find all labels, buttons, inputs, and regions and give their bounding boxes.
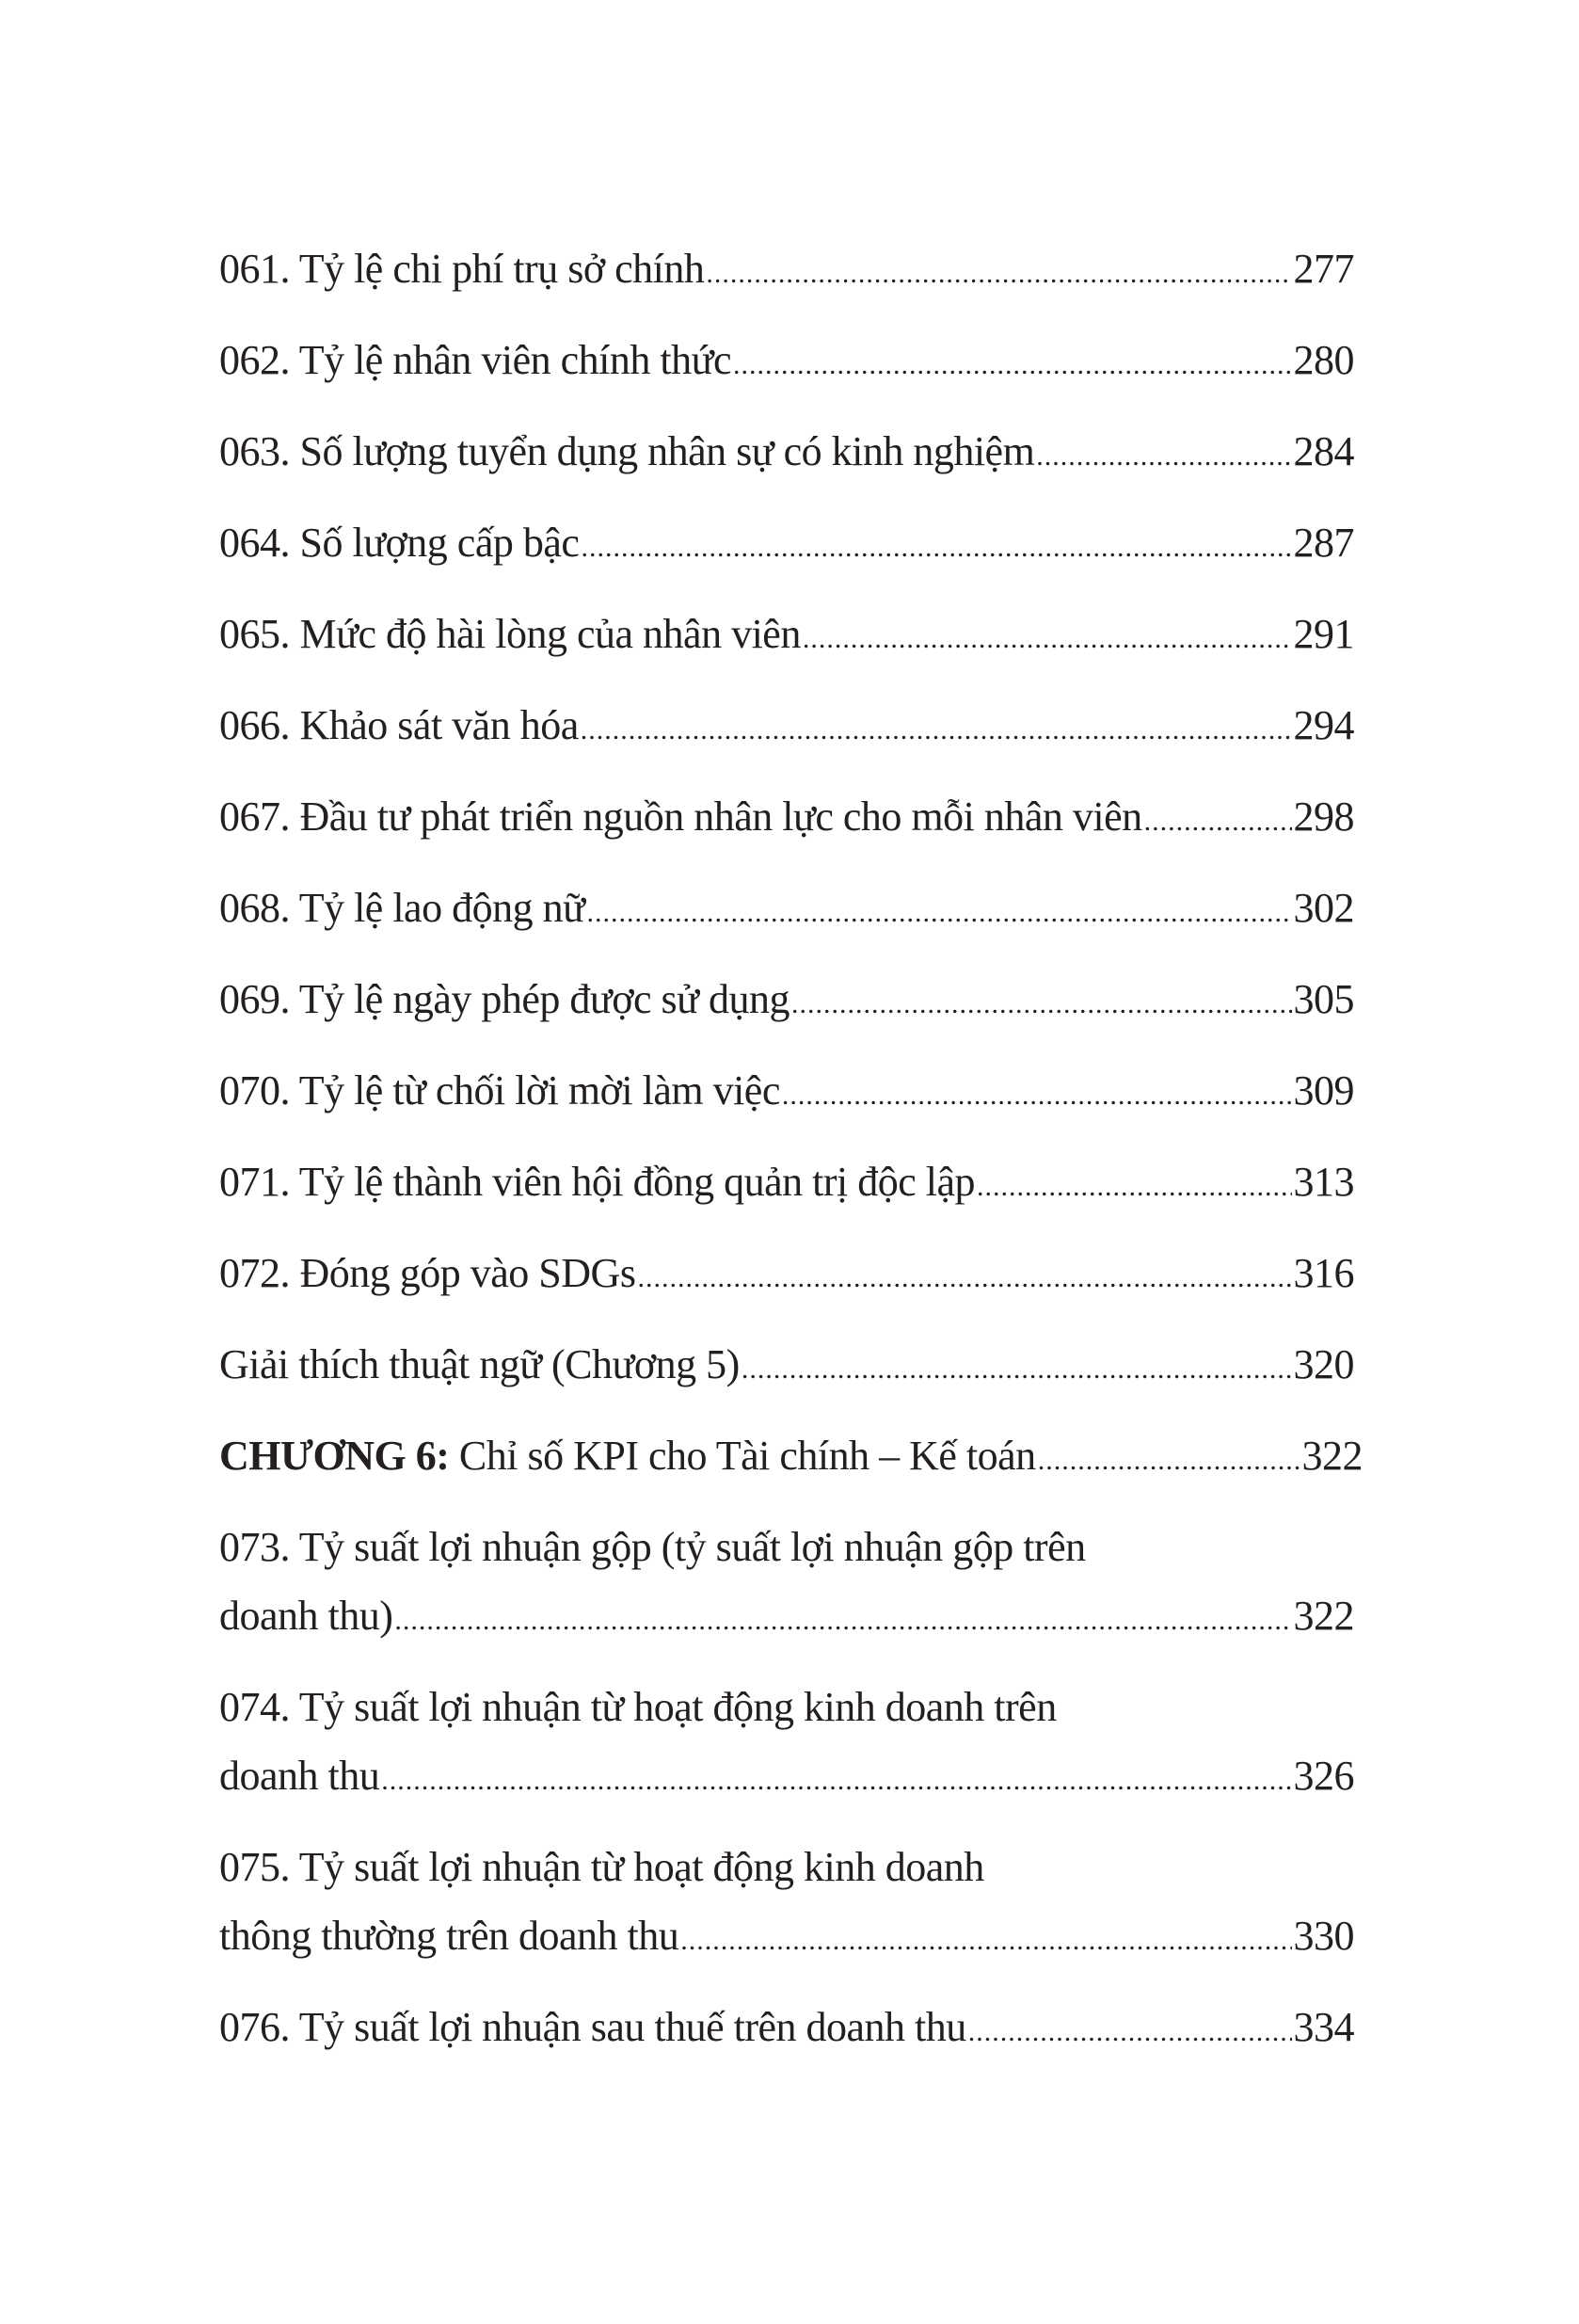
toc-entry[interactable] [219, 338, 1354, 383]
dot-leader [394, 1598, 1291, 1643]
entry-title: 063. Số lượng tuyển dụng nhân sự có kinh nghiệm [219, 428, 1035, 474]
entry-title: 076. Tỷ suất lợi nhuận sau thuế trên doanh thu [219, 2004, 966, 2050]
page-number: 305 [1293, 976, 1354, 1022]
entry-title: 069. Tỷ lệ ngày phép được sử dụng [219, 976, 790, 1022]
page-number: 320 [1293, 1341, 1354, 1387]
toc-entry[interactable] [219, 886, 1354, 931]
entry-title: 066. Khảo sát văn hóa [219, 702, 579, 748]
dot-leader [1038, 1438, 1300, 1483]
page-number: 326 [1293, 1753, 1354, 1799]
entry-title: 071. Tỷ lệ thành viên hội đồng quản trị độc lập [219, 1159, 975, 1205]
toc-entry[interactable] [219, 1525, 1354, 1639]
dot-leader [680, 1918, 1291, 1963]
dot-leader [791, 982, 1291, 1027]
entry-title-line-2: doanh thu) [219, 1593, 393, 1639]
page-number: 309 [1293, 1067, 1354, 1114]
entry-title: 067. Đầu tư phát triển nguồn nhân lực cho mỗi nhân viên [219, 793, 1142, 840]
entry-title: 062. Tỷ lệ nhân viên chính thức [219, 337, 731, 383]
toc-entry[interactable] [219, 794, 1354, 840]
toc-entry[interactable] [219, 2005, 1354, 2050]
dot-leader [637, 1256, 1291, 1301]
page-number: 322 [1293, 1593, 1354, 1639]
entry-title: 068. Tỷ lệ lao động nữ [219, 885, 585, 931]
toc-entry[interactable] [219, 247, 1354, 292]
entry-title: 061. Tỷ lệ chi phí trụ sở chính [219, 246, 705, 292]
page-number: 287 [1293, 520, 1354, 566]
dot-leader [742, 1347, 1292, 1392]
dot-leader [803, 617, 1292, 662]
toc-entry[interactable] [219, 1068, 1354, 1114]
chapter-heading[interactable] [219, 1434, 1363, 1479]
chapter-title: Chỉ số KPI cho Tài chính – Kế toán [458, 1433, 1036, 1479]
dot-leader [381, 1758, 1291, 1803]
entry-title: 072. Đóng góp vào SDGs [219, 1250, 636, 1296]
dot-leader [1036, 434, 1291, 479]
entry-title: 070. Tỷ lệ từ chối lời mời làm việc [219, 1067, 780, 1114]
toc-entry[interactable] [219, 1342, 1354, 1387]
entry-title-line-1: 073. Tỷ suất lợi nhuận gộp (tỷ suất lợi nhuận gộp trên [219, 1524, 1086, 1570]
dot-leader [586, 890, 1291, 936]
page-number: 298 [1293, 793, 1354, 840]
toc-entry[interactable] [219, 1845, 1354, 1959]
toc-entry[interactable] [219, 977, 1354, 1022]
toc-entry[interactable] [219, 429, 1354, 474]
page-number: 316 [1293, 1250, 1354, 1296]
chapter-label: CHƯƠNG 6: [219, 1433, 450, 1479]
toc-entry[interactable] [219, 521, 1354, 566]
dot-leader [733, 343, 1292, 388]
dot-leader [581, 525, 1291, 570]
entry-title-line-1: 074. Tỷ suất lợi nhuận từ hoạt động kinh doanh trên [219, 1684, 1057, 1730]
page-number: 330 [1293, 1913, 1354, 1959]
dot-leader [1144, 799, 1292, 844]
toc-entry[interactable] [219, 1685, 1354, 1799]
page-number: 302 [1293, 885, 1354, 931]
page-number: 334 [1293, 2004, 1354, 2050]
dot-leader [968, 2010, 1292, 2055]
entry-title-line-2: doanh thu [219, 1753, 380, 1799]
entry-title-line-1: 075. Tỷ suất lợi nhuận từ hoạt động kinh doanh [219, 1844, 984, 1890]
toc-entry[interactable] [219, 703, 1354, 748]
page-number: 280 [1293, 337, 1354, 383]
toc-entry[interactable] [219, 612, 1354, 657]
page-number: 294 [1293, 702, 1354, 748]
dot-leader [581, 708, 1292, 753]
dot-leader [782, 1073, 1292, 1118]
table-of-contents [219, 246, 1363, 2096]
dot-leader [977, 1164, 1292, 1210]
entry-title: 064. Số lượng cấp bậc [219, 520, 580, 566]
page-number: 322 [1301, 1433, 1363, 1479]
dot-leader [706, 251, 1291, 297]
page-number: 277 [1293, 246, 1354, 292]
toc-entry[interactable] [219, 1251, 1354, 1296]
entry-title-line-2: thông thường trên doanh thu [219, 1913, 679, 1959]
entry-title: Giải thích thuật ngữ (Chương 5) [219, 1341, 740, 1387]
entry-title: 065. Mức độ hài lòng của nhân viên [219, 611, 801, 657]
page-number: 291 [1293, 611, 1354, 657]
page-number: 313 [1293, 1159, 1354, 1205]
toc-entry[interactable] [219, 1160, 1354, 1205]
page-number: 284 [1293, 428, 1354, 474]
